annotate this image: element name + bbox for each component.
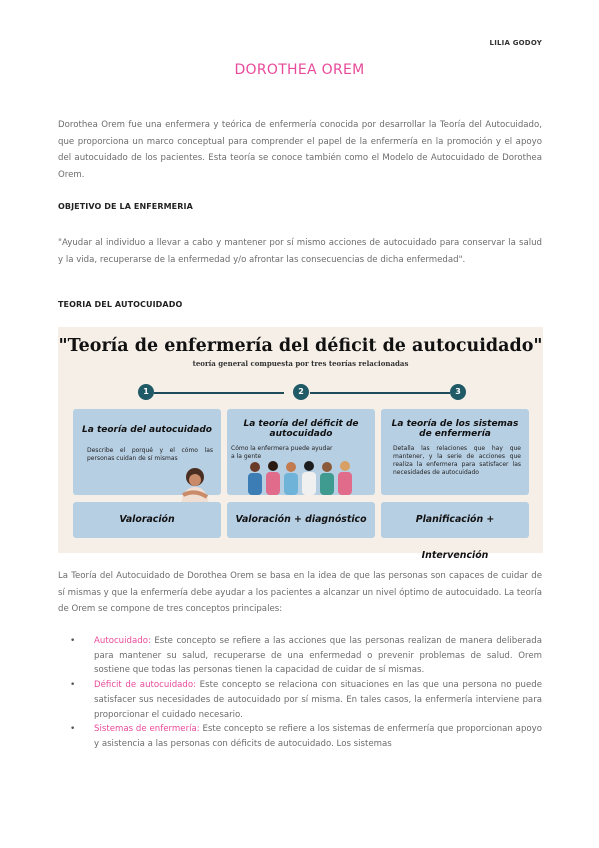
theory-heading: TEORIA DEL AUTOCUIDADO (58, 300, 183, 309)
phase-valoracion: Valoración (73, 502, 221, 538)
card-text: Detalla las relaciones que hay que mantener, y la serie de acciones que realiza la enfermera para satisfacer las necesidades de autocuidado (393, 445, 521, 476)
concept-term: Autocuidado: (94, 636, 151, 646)
bullet-icon: • (70, 636, 76, 646)
card-title: La teoría del déficit de autocuidado (243, 419, 359, 439)
card-self-care (73, 409, 221, 495)
bullet-icon: • (70, 724, 76, 735)
list-item (70, 634, 542, 678)
concept-text: Este concepto se relaciona con situaciones en las que una persona no puede satisfacer sus necesidades de autocuidado por sí misma. En tales casos, la enfermería interviene para proporcionar el cuidado necesario. (94, 680, 543, 720)
step-2-badge: 2 (293, 384, 309, 400)
step-3-badge: 3 (450, 384, 466, 400)
phase-planificacion-intervencion: Planificación + Intervención (381, 502, 529, 538)
timeline-line (310, 392, 450, 394)
card-title: La teoría de los sistemas de enfermería (391, 419, 519, 439)
infographic-subtitle: teoría general compuesta por tres teorías relacionadas (192, 359, 409, 368)
page-title: DOROTHEA OREM (234, 62, 365, 78)
nurses-group-illustration-icon (243, 459, 361, 495)
step-1-badge: 1 (138, 384, 154, 400)
timeline-line (154, 392, 284, 394)
list-item (70, 678, 542, 722)
bullet-icon: • (70, 680, 76, 691)
list-item (70, 722, 542, 751)
card-text: Cómo la enfermera puede ayudar a la gente (231, 445, 333, 460)
theory-paragraph: La Teoría del Autocuidado de Dorothea Orem se basa en la idea de que las personas son capaces de cuidar de sí mismas y que la enfermería debe ayudar a los pacientes a alcanzar un nivel óptimo de autocuidado. La teoría de Orem se compone de tres conceptos principales: (58, 571, 543, 615)
concept-term: Sistemas de enfermería: (94, 724, 200, 735)
phase-valoracion-diagnostico: Valoración + diagnóstico (227, 502, 375, 538)
author-name: LILIA GODOY (489, 39, 542, 47)
card-nursing-systems (381, 409, 529, 495)
concept-text: Este concepto se refiere a los sistemas de enfermería que proporcionan apoyo y asistencia a las personas con déficits de autocuidado. Los sistemas (94, 724, 542, 749)
infographic-title: "Teoría de enfermería del déficit de autocuidado" (58, 336, 543, 356)
card-title: La teoría del autocuidado (82, 425, 212, 435)
self-hug-illustration-icon (173, 465, 217, 505)
objective-heading: OBJETIVO DE LA ENFERMERIA (58, 202, 193, 211)
theory-infographic (58, 327, 543, 561)
concept-term: Déficit de autocuidado: (94, 680, 197, 691)
concepts-list (70, 634, 542, 752)
card-text: Describe el porqué y el cómo las personas cuidan de sí mismas (87, 447, 213, 462)
concept-text: Este concepto se refiere a las acciones que las personas realizan de manera deliberada para mantener su salud, recuperarse de una enfermedad o prevenir problemas de salud. Orem sostiene que todas las personas tienen la capacidad de cuidar de sí mismas. (94, 636, 542, 676)
card-self-care-deficit (227, 409, 375, 495)
objective-paragraph: "Ayudar al individuo a llevar a cabo y mantener por sí mismo acciones de autocuidado para conservar la salud y la vida, recuperarse de la enfermedad y/o afrontar las consecuencias de dicha enfermedad". (58, 238, 542, 265)
intro-paragraph: Dorothea Orem fue una enfermera y teórica de enfermería conocida por desarrollar la Teoría del Autocuidado, que proporciona un marco conceptual para comprender el papel de la enfermería en la promoción y el apoyo del autocuidado de los pacientes. Esta teoría se conoce también como el Modelo de Autocuidado de Dorothea Orem. (58, 120, 542, 181)
